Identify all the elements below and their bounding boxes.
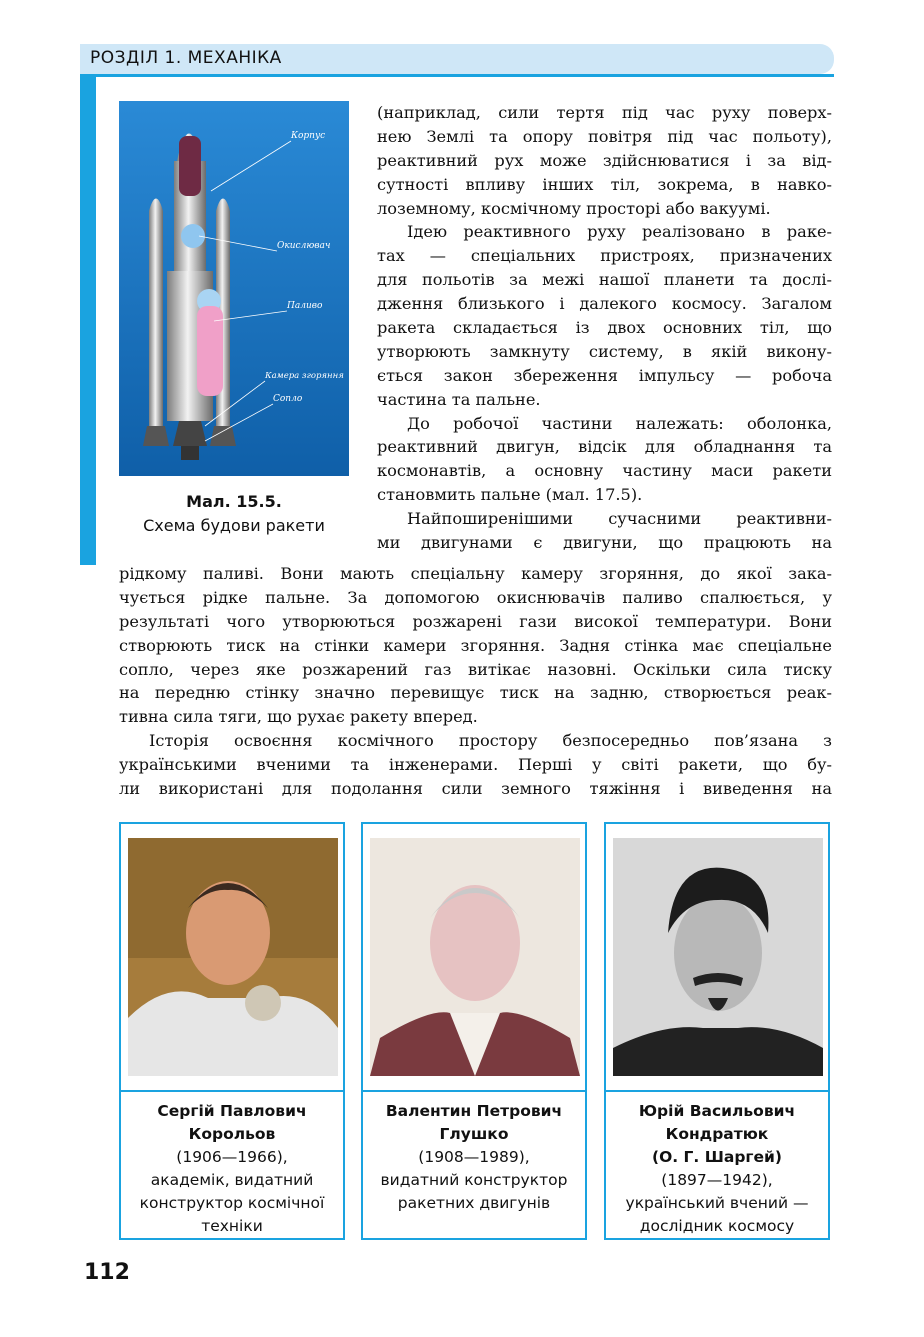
card-divider	[121, 1090, 343, 1092]
text-line: ми двигунами є двигуни, що працюють на	[377, 533, 832, 553]
scientist-alias: (О. Г. Шаргей)	[652, 1148, 782, 1166]
scientist-desc: український вчений —	[625, 1194, 809, 1212]
text-line: частина та пальне.	[377, 389, 541, 409]
scientist-years: (1908—1989),	[418, 1148, 530, 1166]
scientist-desc: видатний конструктор	[380, 1171, 568, 1189]
section-header	[80, 44, 834, 74]
page-number: 112	[84, 1260, 130, 1285]
text-line: Ідею реактивного руху реалізовано в раке-	[407, 222, 832, 242]
card-divider	[363, 1090, 585, 1092]
label-soplo: Сопло	[273, 394, 303, 404]
right-column-text	[377, 101, 832, 555]
label-kamera: Камера згоряння	[265, 371, 344, 381]
text-line: ракета складається із двох основних тіл, що	[377, 318, 832, 338]
scientist-card-kondratyuk	[604, 822, 830, 1240]
header-underline	[80, 74, 834, 77]
scientist-years: (1897—1942),	[661, 1171, 773, 1189]
scientist-name: Юрій Васильович	[638, 1102, 796, 1120]
text-line: (наприклад, сили тертя під час руху поверх-	[377, 103, 832, 122]
scientist-card-glushko	[361, 822, 587, 1240]
text-line: для польотів за межі нашої планети та дослі-	[377, 270, 832, 290]
card-info	[610, 1100, 824, 1238]
portrait-photo	[613, 838, 823, 1076]
scientist-name: Сергій Павлович	[157, 1102, 307, 1120]
caption-title: Мал. 15.5.	[186, 492, 282, 511]
margin-bar	[80, 77, 96, 565]
scientist-surname: Корольов	[188, 1125, 276, 1143]
scientist-desc: дослідник космосу	[639, 1217, 795, 1235]
text-line: сопло, через яке розжарений газ витікає назовні. Оскільки сила тиску	[119, 659, 832, 679]
scientist-surname: Кондратюк	[665, 1125, 769, 1143]
rocket-diagram	[119, 101, 349, 476]
scientist-surname: Глушко	[439, 1125, 509, 1143]
label-korpus: Корпус	[291, 131, 326, 141]
text-line: нею Землі та опору повітря під час польоту),	[377, 126, 832, 146]
text-line: дження близького і далекого космосу. Загалом	[377, 294, 832, 314]
scientist-years: (1906—1966),	[176, 1148, 288, 1166]
text-line: становмить пальне (мал. 17.5).	[377, 485, 643, 505]
text-line: лоземному, космічному просторі або вакуумі.	[377, 198, 771, 218]
text-line: реактивний рух може здійснюватися і за від-	[377, 150, 832, 170]
text-line: на передню стінку значно перевищує тиск на задню, створюється реак-	[119, 683, 832, 703]
scientist-desc: конструктор космічної	[139, 1194, 325, 1212]
text-line: рідкому паливі. Вони мають спеціальну камеру згоряння, до якої зака-	[119, 564, 832, 583]
text-line: реактивний двигун, відсік для обладнання та	[377, 437, 832, 457]
full-width-text	[119, 562, 832, 801]
portrait-photo	[370, 838, 580, 1076]
figure-caption	[105, 490, 363, 538]
text-line: тах — спеціальних пристроях, призначених	[377, 246, 832, 266]
text-line: утворюють замкнуту систему, в якій викону-	[377, 341, 832, 361]
text-line: Найпоширенішими сучасними реактивни-	[407, 509, 832, 529]
scientist-desc: академік, видатний	[150, 1171, 314, 1189]
text-line: космонавтів, а основну частину маси ракети	[377, 461, 832, 481]
scientist-desc: ракетних двигунів	[397, 1194, 551, 1212]
caption-text: Схема будови ракети	[143, 516, 325, 535]
text-line: тивна сила тяги, що рухає ракету вперед.	[119, 707, 478, 727]
text-line: До робочої частини належать: оболонка,	[407, 413, 832, 433]
text-line: українськими вченими та інженерами. Перші у світі ракети, що бу-	[119, 755, 832, 775]
text-line: ли використані для подолання сили земного тяжіння і виведення на	[119, 779, 832, 799]
text-line: Історія освоєння космічного простору безпосередньо пов’язана з	[149, 731, 832, 751]
label-palyvo: Паливо	[287, 301, 323, 311]
scientist-card-korolev	[119, 822, 345, 1240]
label-okysliuvach: Окислювач	[277, 241, 331, 251]
card-divider	[606, 1090, 828, 1092]
text-line: ється закон збереження імпульсу — робоча	[377, 365, 832, 385]
scientist-name: Валентин Петрович	[385, 1102, 563, 1120]
text-line: створюють тиск на стінки камери згоряння. Задня стінка має спеціальне	[119, 635, 832, 655]
card-info	[125, 1100, 339, 1238]
portrait-photo	[128, 838, 338, 1076]
scientist-desc: техніки	[201, 1217, 263, 1235]
text-line: чується рідке пальне. За допомогою окиснювачів паливо спалюється, у	[119, 587, 832, 607]
text-line: сутності впливу інших тіл, зокрема, в навко-	[377, 174, 832, 194]
card-info	[367, 1100, 581, 1215]
text-line: результаті чого утворюються розжарені гази високої температури. Вони	[119, 611, 832, 631]
section-title: РОЗДІЛ 1. МЕХАНІКА	[90, 48, 282, 68]
